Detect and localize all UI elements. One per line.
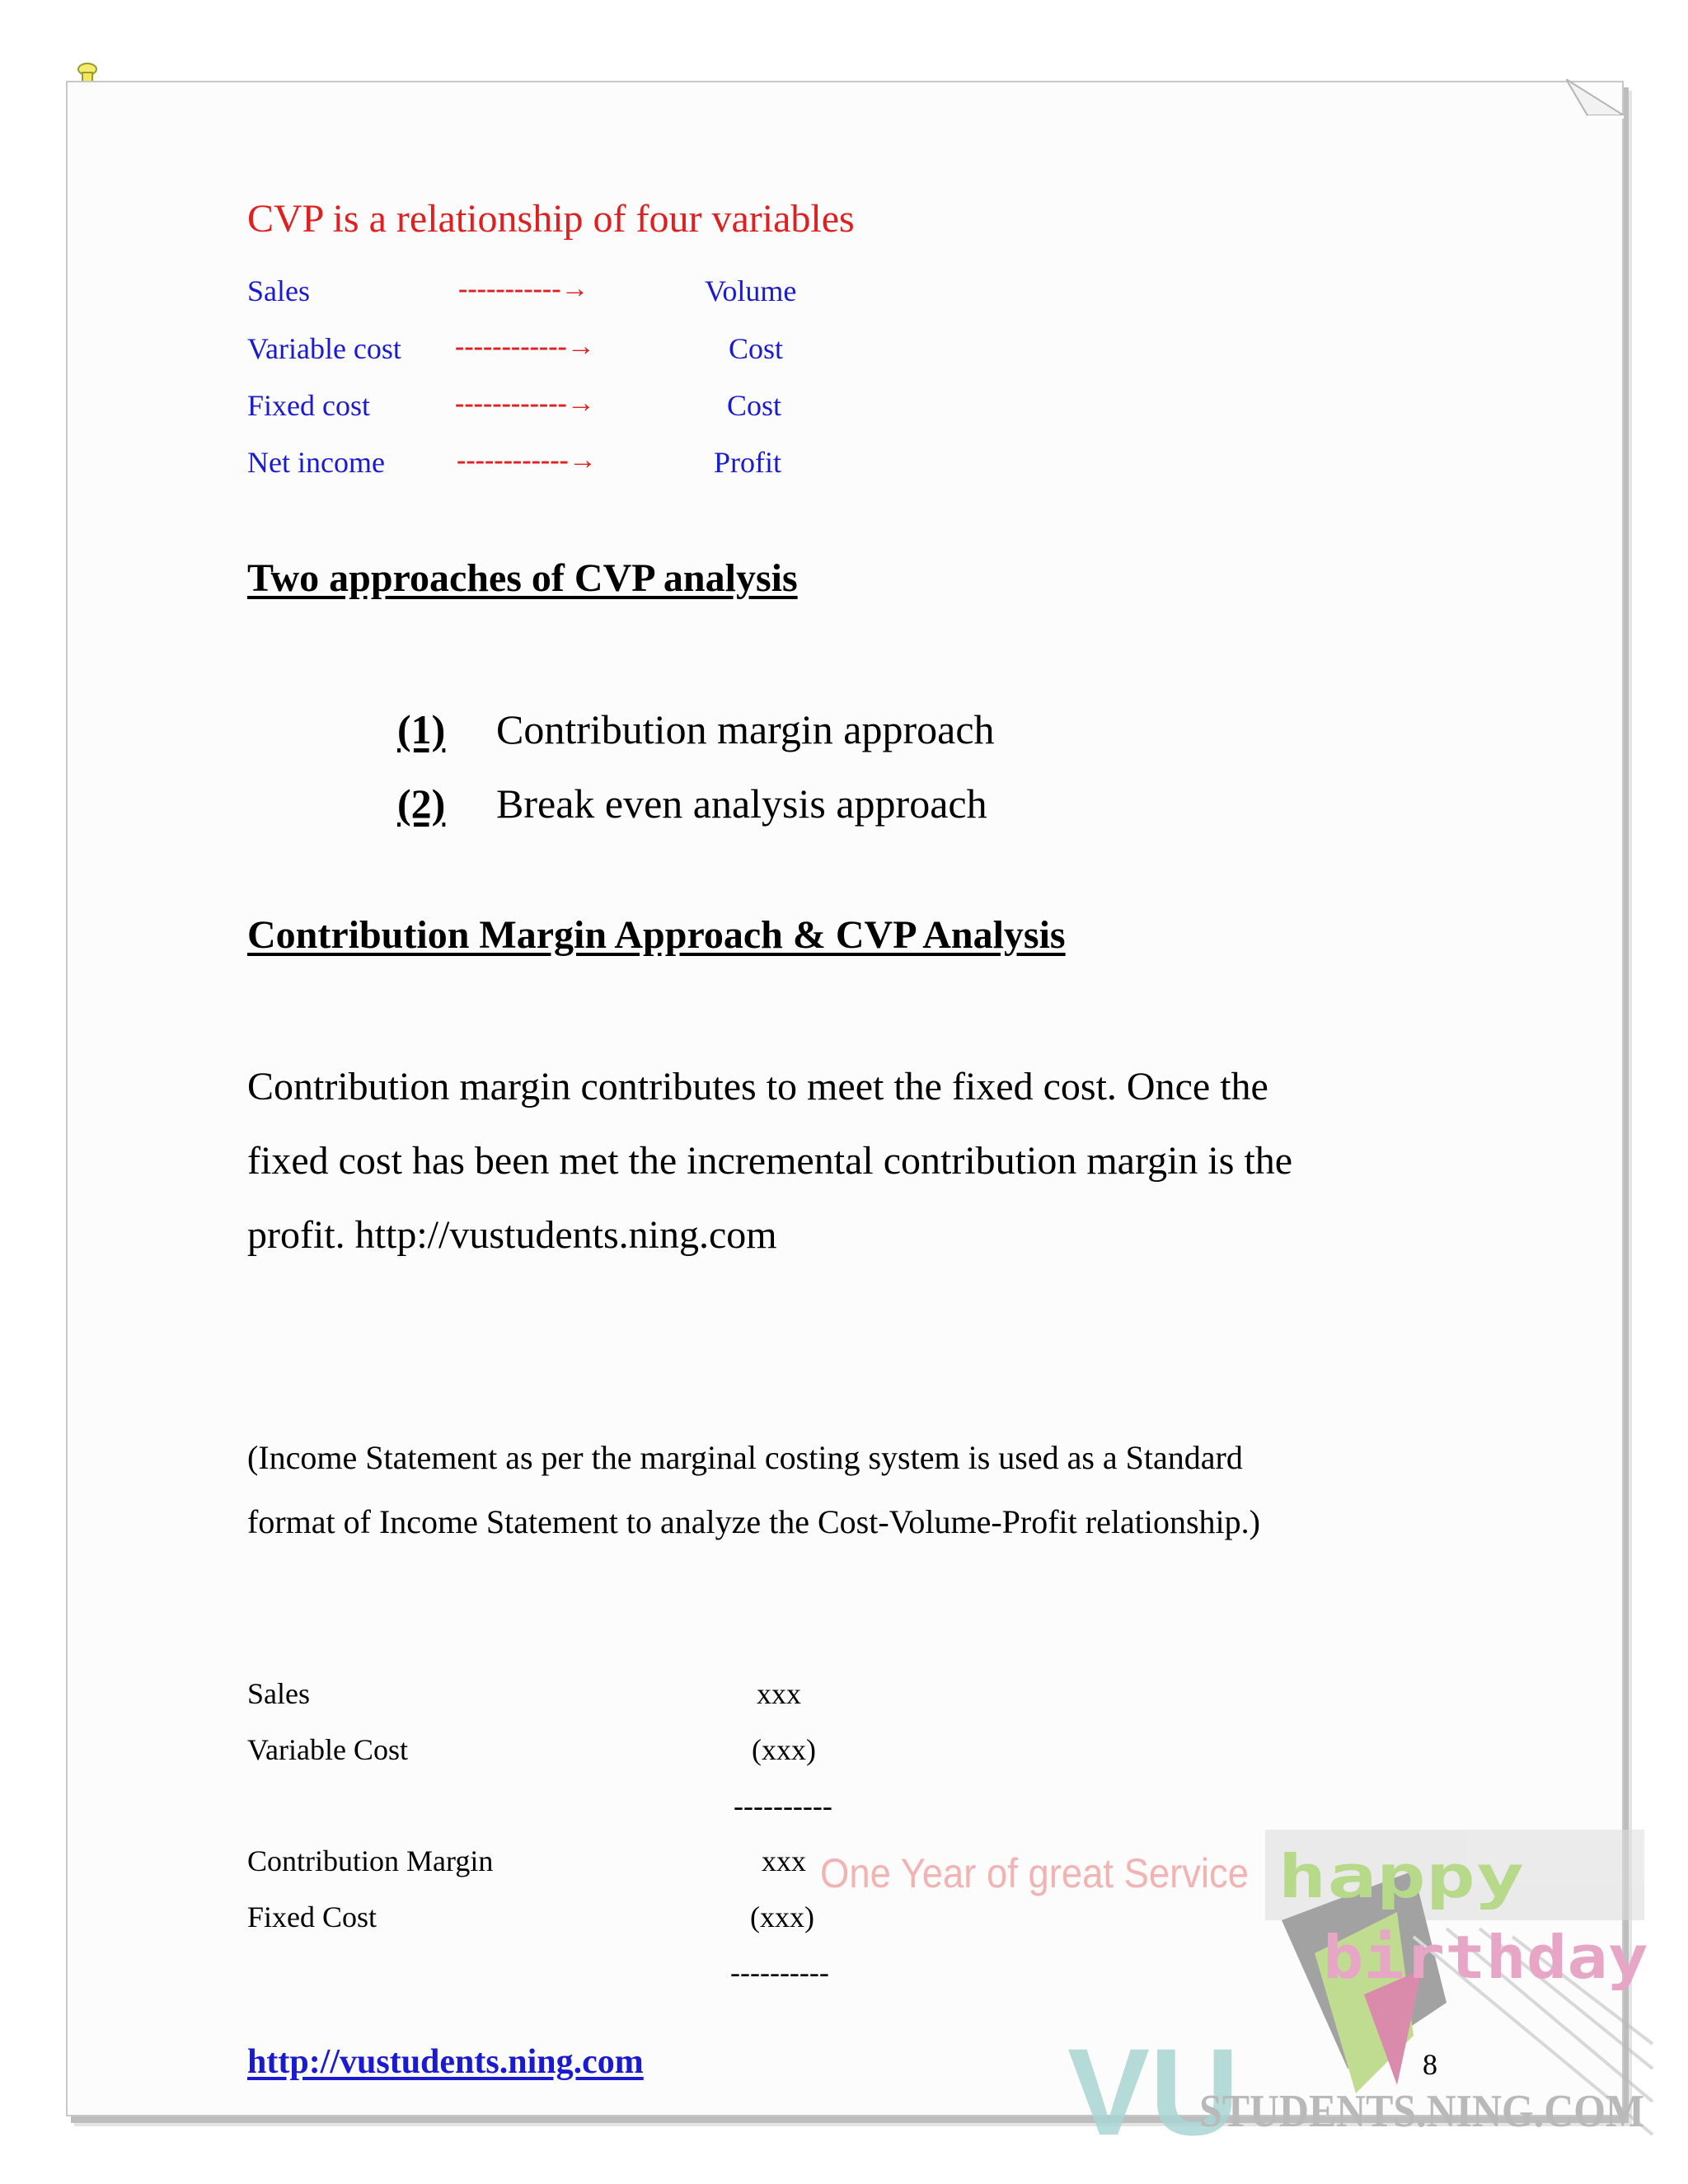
watermark-vu: VU	[1067, 2022, 1240, 2143]
watermark-logo	[820, 1821, 1661, 2143]
cvp-row-arrow: ------------→	[455, 331, 595, 362]
cvp-row-left: Net income	[247, 446, 385, 479]
cvp-row-arrow: ------------→	[457, 445, 597, 476]
statement-separator: ----------	[730, 1956, 829, 1989]
footer-link[interactable]: http://vustudents.ning.com	[247, 2043, 644, 2081]
statement-label: Variable Cost	[247, 1733, 408, 1766]
cvp-row-right: Cost	[727, 389, 782, 422]
cm-paragraph-line: profit. http://vustudents.ning.com	[247, 1213, 777, 1257]
cvp-row-left: Variable cost	[247, 332, 401, 365]
cvp-row-arrow: ------------→	[455, 388, 595, 419]
statement-label: Sales	[247, 1677, 310, 1710]
watermark-happy: happy	[1278, 1842, 1525, 1911]
page-number: 8	[1423, 2048, 1437, 2081]
cvp-row-right: Profit	[714, 446, 782, 479]
cvp-row-left: Sales	[247, 274, 310, 307]
statement-label: Fixed Cost	[247, 1900, 377, 1933]
statement-label: Contribution Margin	[247, 1844, 494, 1877]
income-statement-note-line: format of Income Statement to analyze the Cost-Volume-Profit relationship.)	[247, 1503, 1260, 1540]
watermark-students: STUDENTS.NING.COM	[1199, 2086, 1644, 2137]
approach-label: Break even analysis approach	[496, 780, 987, 827]
cvp-row-right: Volume	[705, 274, 797, 307]
cvp-row-right: Cost	[729, 332, 784, 365]
approach-number: (2)	[397, 780, 446, 827]
cm-paragraph-line: fixed cost has been met the incremental contribution margin is the	[247, 1139, 1293, 1183]
watermark-birthday: birthday	[1323, 1923, 1648, 1992]
approach-number: (1)	[397, 706, 446, 752]
statement-value: (xxx)	[750, 1900, 814, 1933]
cvp-title: CVP is a relationship of four variables	[247, 197, 855, 241]
cm-heading: Contribution Margin Approach & CVP Analysis	[247, 913, 1066, 957]
cvp-row-arrow: -----------→	[458, 274, 589, 304]
statement-separator: ----------	[734, 1789, 832, 1822]
cvp-row-left: Fixed cost	[247, 389, 370, 422]
statement-value: xxx	[762, 1844, 806, 1877]
statement-value: xxx	[757, 1677, 801, 1710]
income-statement-note-line: (Income Statement as per the marginal costing system is used as a Standard	[247, 1439, 1243, 1476]
cm-paragraph-line: Contribution margin contributes to meet the fixed cost. Once the	[247, 1065, 1268, 1108]
approaches-heading: Two approaches of CVP analysis	[247, 556, 798, 600]
page-curl-icon	[1566, 79, 1624, 119]
statement-value: (xxx)	[752, 1733, 816, 1766]
approach-label: Contribution margin approach	[496, 706, 995, 752]
watermark-slogan: One Year of great Service	[820, 1850, 1249, 1896]
